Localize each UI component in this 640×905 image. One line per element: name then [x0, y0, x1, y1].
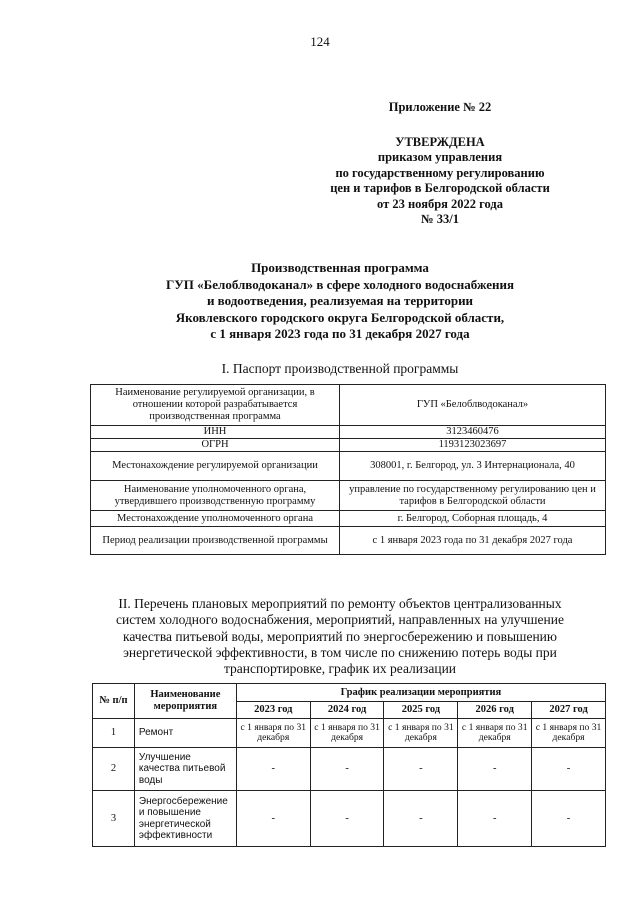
approval-line-2: по государственному регулированию — [335, 165, 545, 180]
table-row — [93, 719, 606, 748]
col-header-schedule: График реализации мероприятия — [236, 684, 605, 702]
section2-title-line-5: транспортировке, график их реализации — [223, 661, 457, 677]
row-number: 1 — [93, 719, 135, 748]
schedule-cell: с 1 января по 31 декабря — [236, 719, 310, 748]
col-header-year: 2023 год — [236, 702, 310, 719]
schedule-cell: с 1 января по 31 декабря — [532, 719, 606, 748]
schedule-cell: - — [458, 748, 532, 791]
measure-name: Улучшение качества питьевой воды — [134, 748, 236, 791]
passport-label: ОГРН — [91, 439, 340, 452]
schedule-cell: - — [458, 791, 532, 847]
approval-line-3: цен и тарифов в Белгородской области — [330, 181, 550, 195]
section2-title-line-2: систем холодного водоснабжения, мероприятий, направленных на улучшение — [116, 612, 564, 628]
measure-name: Энергосбережение и повышение энергетической эффективности — [134, 791, 236, 847]
col-header-num: № п/п — [93, 684, 135, 719]
passport-value: г. Белгород, Соборная площадь, 4 — [340, 511, 606, 527]
table-header-row — [93, 684, 606, 702]
approved-heading: УТВЕРЖДЕНА — [395, 134, 485, 149]
passport-label: Местонахождение уполномоченного органа — [91, 511, 340, 527]
passport-value: ГУП «Белоблводоканал» — [340, 385, 606, 426]
table-row — [91, 481, 606, 511]
section2-title-line-1: II. Перечень плановых мероприятий по ремонту объектов централизованных — [118, 596, 562, 611]
section2-title — [40, 596, 640, 677]
approval-line-1: приказом управления — [377, 150, 503, 164]
passport-label: Местонахождение регулируемой организации — [91, 452, 340, 481]
schedule-table — [92, 683, 606, 847]
col-header-year: 2024 год — [310, 702, 384, 719]
table-row — [91, 452, 606, 481]
passport-value: с 1 января 2023 года по 31 декабря 2027 года — [340, 527, 606, 555]
schedule-cell: - — [236, 748, 310, 791]
col-header-year: 2026 год — [458, 702, 532, 719]
table-row — [91, 527, 606, 555]
table-row — [91, 426, 606, 439]
program-title-line-4: Яковлевского городского округа Белгородской области, — [175, 309, 505, 325]
section2-title-line-4: энергетической эффективности, в том числе по снижению потерь воды при — [123, 644, 557, 660]
section1-title: I. Паспорт производственной программы — [221, 361, 459, 376]
approval-line-5: № 33/1 — [421, 212, 459, 226]
section2-title-line-3: качества питьевой воды, мероприятий по энергосбережению и повышению — [123, 628, 557, 644]
page-number: 124 — [310, 34, 330, 49]
schedule-cell: - — [310, 791, 384, 847]
passport-value: 308001, г. Белгород, ул. 3 Интернационала, 40 — [340, 452, 606, 481]
col-header-name: Наименование мероприятия — [134, 684, 236, 719]
approval-line-4: от 23 ноября 2022 года — [377, 196, 503, 211]
schedule-cell: с 1 января по 31 декабря — [310, 719, 384, 748]
passport-value: 3123460476 — [340, 426, 606, 439]
row-number: 3 — [93, 791, 135, 847]
passport-value: 1193123023697 — [340, 439, 606, 452]
schedule-cell: - — [236, 791, 310, 847]
measure-name: Ремонт — [134, 719, 236, 748]
passport-table — [90, 384, 606, 555]
col-header-year: 2027 год — [532, 702, 606, 719]
col-header-year: 2025 год — [384, 702, 458, 719]
passport-label: Наименование регулируемой организации, в отношении которой разрабатывается производственная программа — [91, 385, 340, 426]
appendix-label: Приложение № 22 — [388, 100, 492, 114]
program-title-line-1: Производственная программа — [251, 260, 429, 275]
table-row — [91, 511, 606, 527]
table-row — [93, 791, 606, 847]
approval-block — [290, 100, 590, 228]
table-row — [93, 748, 606, 791]
schedule-cell: с 1 января по 31 декабря — [458, 719, 532, 748]
table-row — [91, 385, 606, 426]
program-title — [40, 260, 640, 343]
program-title-line-2: ГУП «Белоблводоканал» в сфере холодного водоснабжения — [165, 276, 515, 292]
table-row — [91, 439, 606, 452]
schedule-cell: - — [532, 791, 606, 847]
passport-label: Наименование уполномоченного органа, утвердившего производственную программу — [91, 481, 340, 511]
passport-label: ИНН — [91, 426, 340, 439]
schedule-cell: с 1 января по 31 декабря — [384, 719, 458, 748]
program-title-line-5: с 1 января 2023 года по 31 декабря 2027 года — [210, 326, 470, 341]
passport-value: управление по государственному регулированию цен и тарифов в Белгородской области — [340, 481, 606, 511]
row-number: 2 — [93, 748, 135, 791]
schedule-cell: - — [310, 748, 384, 791]
schedule-cell: - — [384, 748, 458, 791]
passport-label: Период реализации производственной программы — [91, 527, 340, 555]
schedule-cell: - — [384, 791, 458, 847]
program-title-line-3: и водоотведения, реализуемая на территории — [206, 293, 474, 308]
schedule-cell: - — [532, 748, 606, 791]
